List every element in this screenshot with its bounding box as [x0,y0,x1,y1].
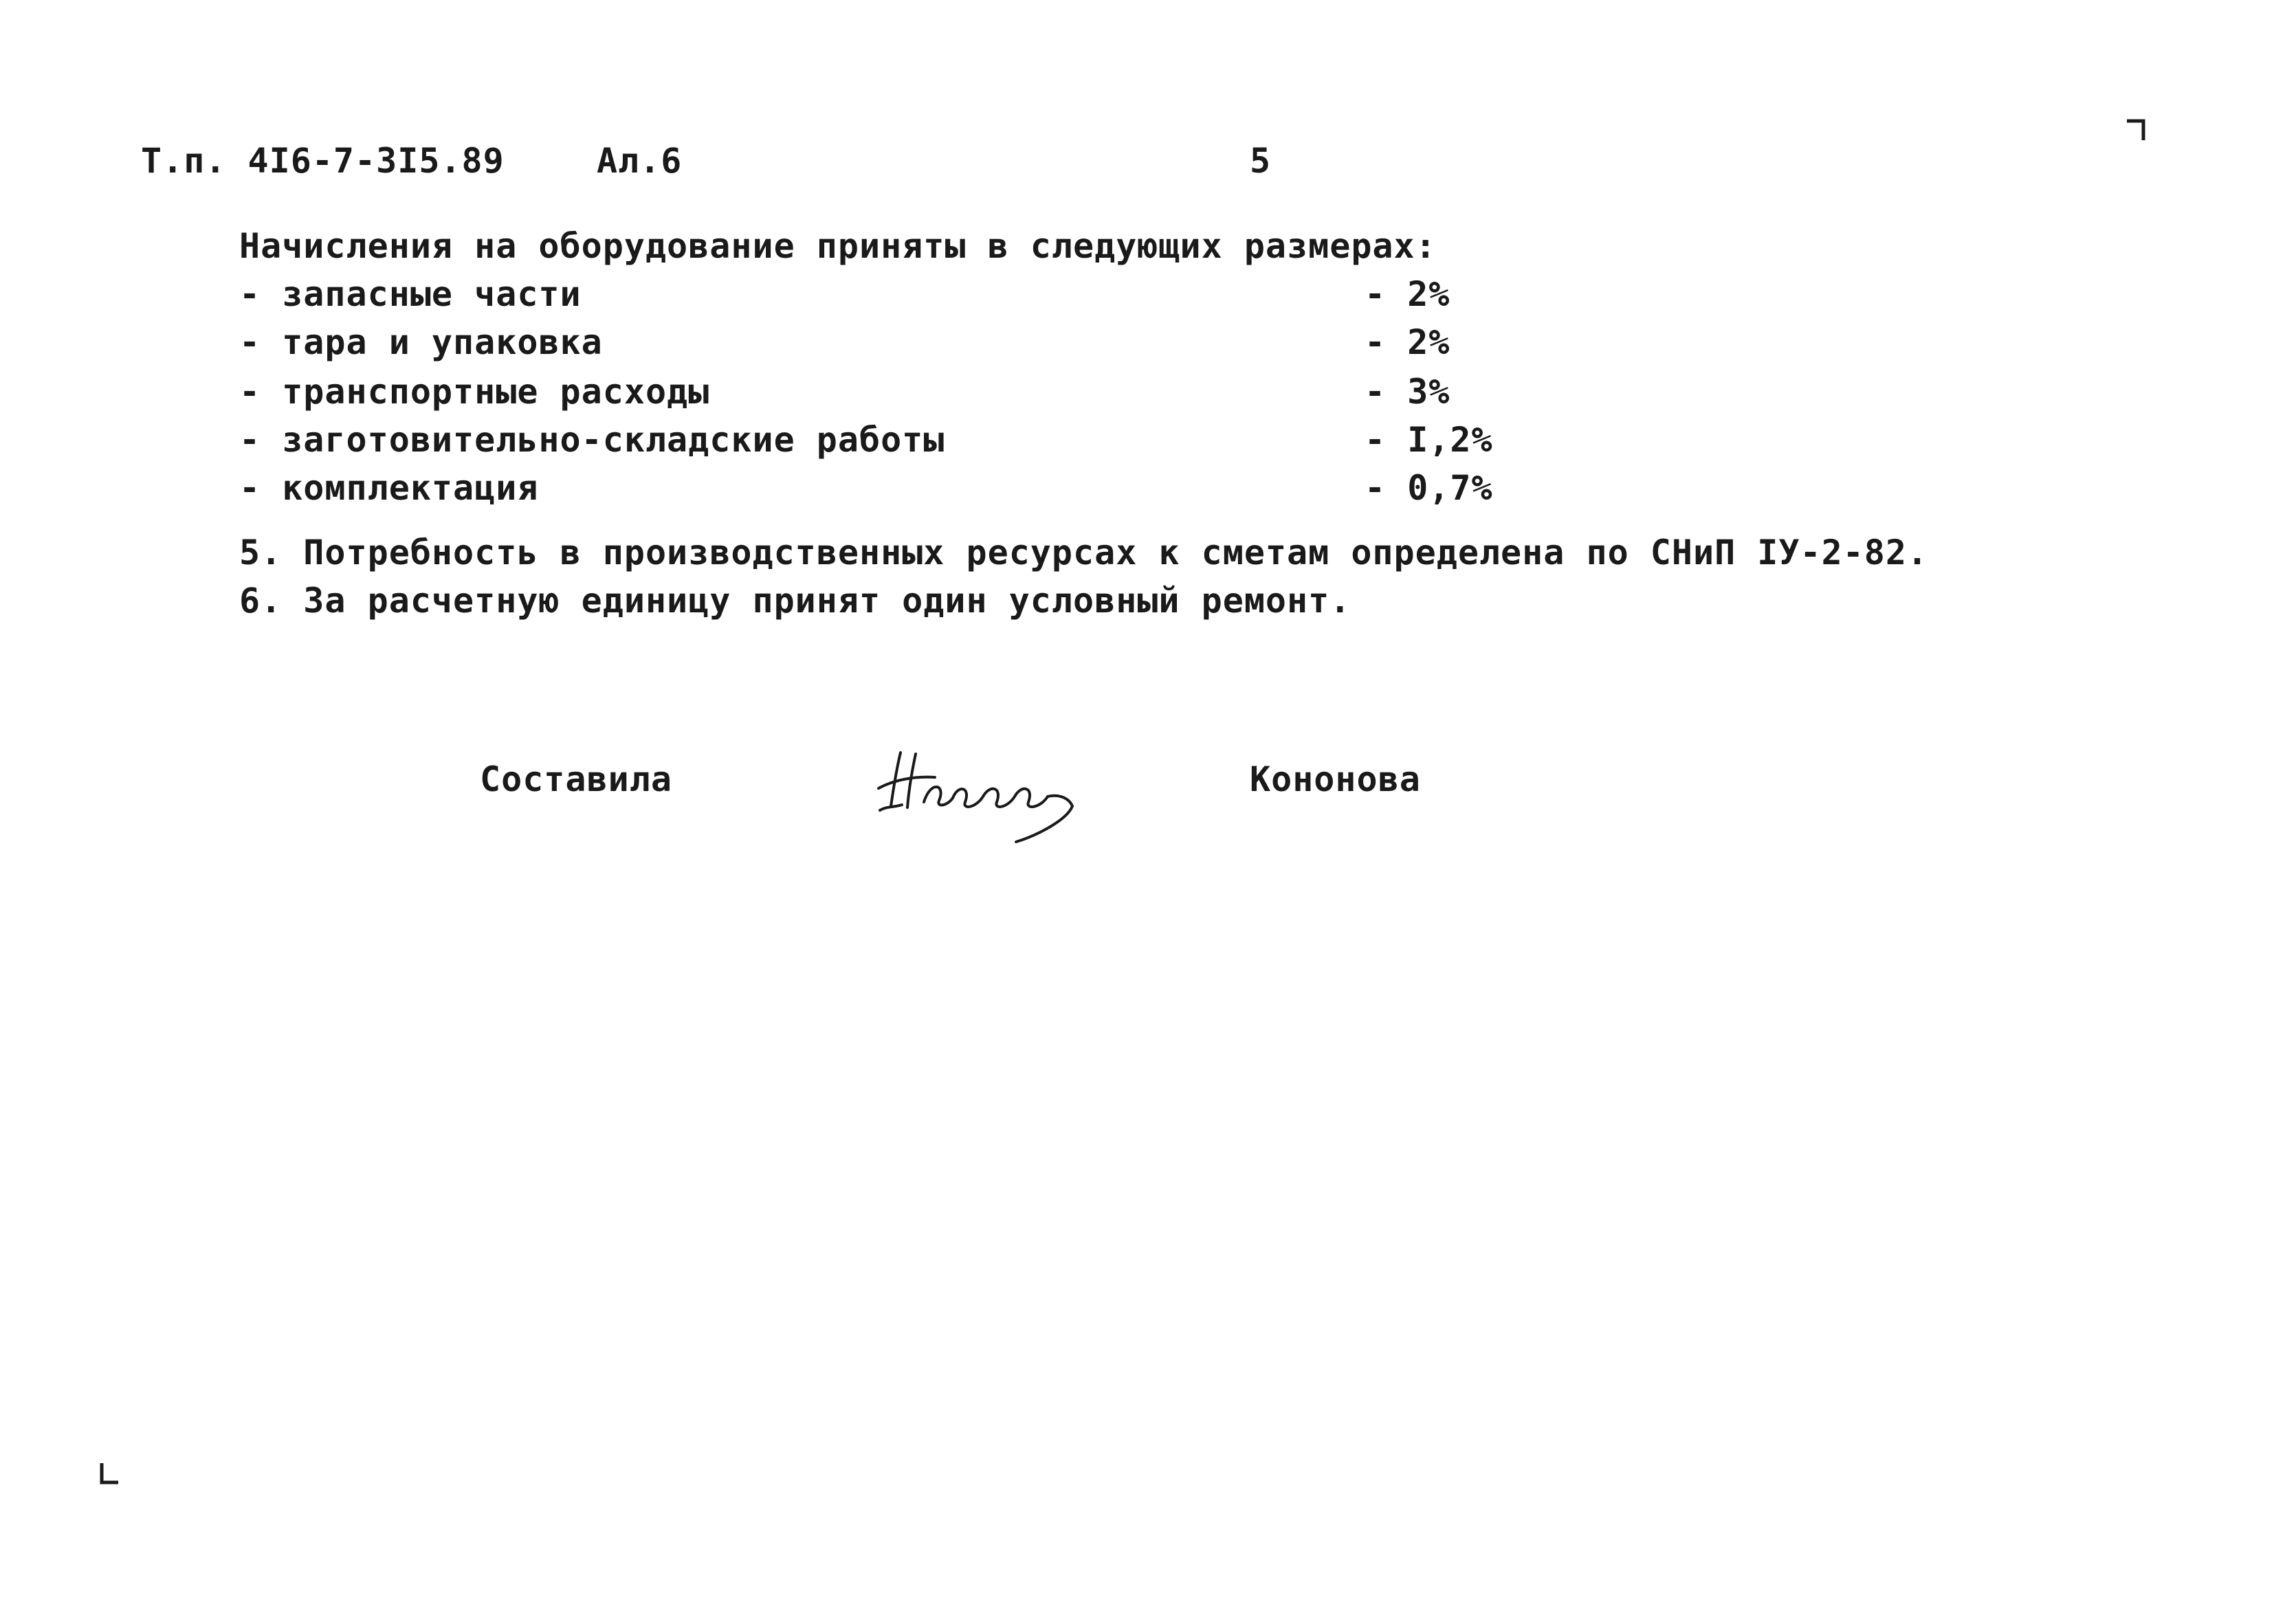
charge-value: - 3% [1365,372,1450,412]
charge-label: - тара и упаковка [239,322,603,362]
charge-label: - транспортные расходы [239,372,710,412]
charge-label: - запасные части [239,274,582,314]
charge-value: - 2% [1365,274,1450,314]
album-number: Ал.6 [597,141,683,181]
handwritten-signature [873,739,1100,849]
note-item: 6. За расчетную единицу принят один условный ремонт. [239,581,1351,621]
note-item: 5. Потребность в производственных ресурсах к сметам определена по СНиП IУ-2-82. [239,533,1929,572]
charge-value: - 2% [1365,322,1450,362]
charge-label: - заготовительно-складские работы [239,420,945,460]
signoff-role: Составила [480,759,672,799]
corner-mark-bottom-left [96,1460,124,1488]
charges-intro: Начисления на оборудование приняты в следующих размерах: [239,226,1437,266]
charge-value: - 0,7% [1365,468,1493,508]
page-number: 5 [1250,141,1272,181]
doc-reference: Т.п. 4I6-7-3I5.89 [141,141,505,181]
charge-value: - I,2% [1365,420,1493,460]
signoff-name: Кононова [1250,759,1421,799]
charge-label: - комплектация [239,468,539,508]
corner-mark-top-right [2124,117,2152,144]
